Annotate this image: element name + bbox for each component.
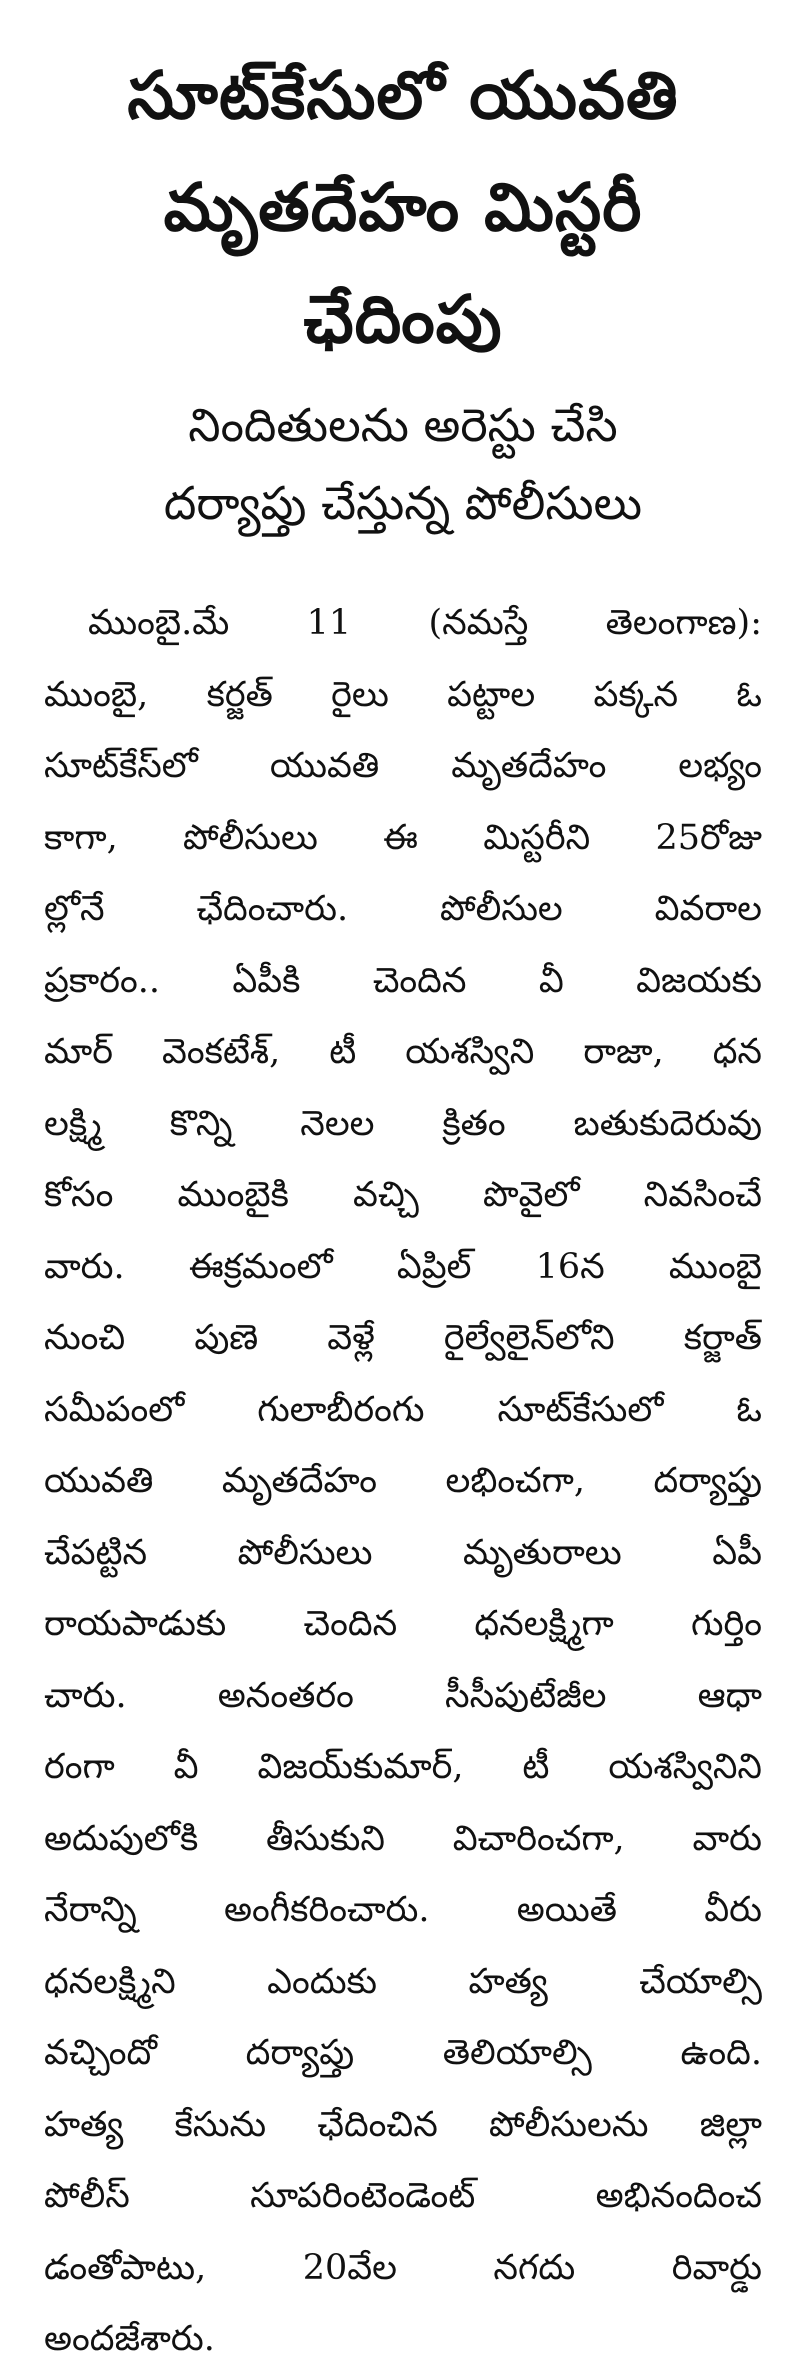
body-line: ప్రకారం.. ఏపీకి చెందిన వీ విజయకు xyxy=(44,960,762,1001)
body-line: కోసం ముంబైకి వచ్చి పొవైలో నివసించే xyxy=(44,1175,762,1215)
body-line: వారు. ఈక్రమంలో ఏప్రిల్ 16న ముంబై xyxy=(44,1246,762,1287)
body-line: డంతోపాటు, 20వేల నగదు రివార్డు xyxy=(44,2247,762,2288)
body-line: ధనలక్ష్మిని ఎందుకు హత్య చేయాల్సి xyxy=(44,1961,762,2002)
body-line: అదుపులోకి తీసుకుని విచారించగా, వారు xyxy=(44,1818,762,1859)
body-line: రంగా వీ విజయ్‌కుమార్, టీ యశస్వినిని xyxy=(44,1747,762,1787)
body-line: లక్ష్మి కొన్ని నెలల క్రితం బతుకుదెరువు xyxy=(44,1103,762,1144)
article-body xyxy=(44,588,762,2376)
headline-line: మృతదేహం మిస్టరీ xyxy=(163,169,643,246)
body-line: పోలీస్ సూపరింటెండెంట్ అభినందించ xyxy=(44,2176,762,2216)
body-line: యువతి మృతదేహం లభించగా, దర్యాప్తు xyxy=(44,1461,762,1501)
body-line: హత్య కేసును ఛేదించిన పోలీసులను జిల్లా xyxy=(44,2104,762,2145)
body-line: సమీపంలో గులాబీరంగు సూట్‌కేసులో ఓ xyxy=(44,1389,762,1430)
body-line: వచ్చిందో దర్యాప్తు తెలియాల్సి ఉంది. xyxy=(44,2033,762,2073)
body-line: సూట్‌కేస్‌లో యువతి మృతదేహం లభ్యం xyxy=(44,746,762,786)
body-line: చేపట్టిన పోలీసులు మృతురాలు ఏపీ xyxy=(44,1532,762,1573)
body-line: నేరాన్ని అంగీకరించారు. అయితే వీరు xyxy=(44,1890,762,1930)
subheadline-line: దర్యాప్తు చేస్తున్న పోలీసులు xyxy=(163,476,643,530)
subheadline xyxy=(44,386,762,542)
body-line: మార్ వెంకటేశ్, టీ యశస్విని రాజా, ధన xyxy=(44,1032,762,1072)
headline xyxy=(44,40,762,376)
headline-line: ఛేదింపు xyxy=(303,281,503,358)
body-line: ముంబై, కర్జత్ రైలు పట్టాల పక్కన ఓ xyxy=(44,674,762,715)
body-line: నుంచి పుణె వెళ్లే రైల్వేలైన్‌లోని కర్జాత్ xyxy=(44,1318,762,1358)
body-line: ల్లోనే ఛేదించారు. పోలీసుల వివరాల xyxy=(44,889,762,929)
body-line: కాగా, పోలీసులు ఈ మిస్టరీని 25రోజు xyxy=(44,817,762,858)
subheadline-line: నిందితులను అరెస్టు చేసి xyxy=(188,398,618,452)
body-line: చారు. అనంతరం సీసీపుటేజీల ఆధా xyxy=(44,1675,762,1716)
body-line: రాయపాడుకు చెందిన ధనలక్ష్మిగా గుర్తిం xyxy=(44,1604,762,1644)
body-line-dateline: ముంబై.మే 11 (నమస్తే తెలంగాణ): xyxy=(88,603,762,643)
headline-line: సూట్‌కేసులో యువతి xyxy=(127,57,679,134)
body-line: అందజేశారు. xyxy=(44,2319,215,2359)
